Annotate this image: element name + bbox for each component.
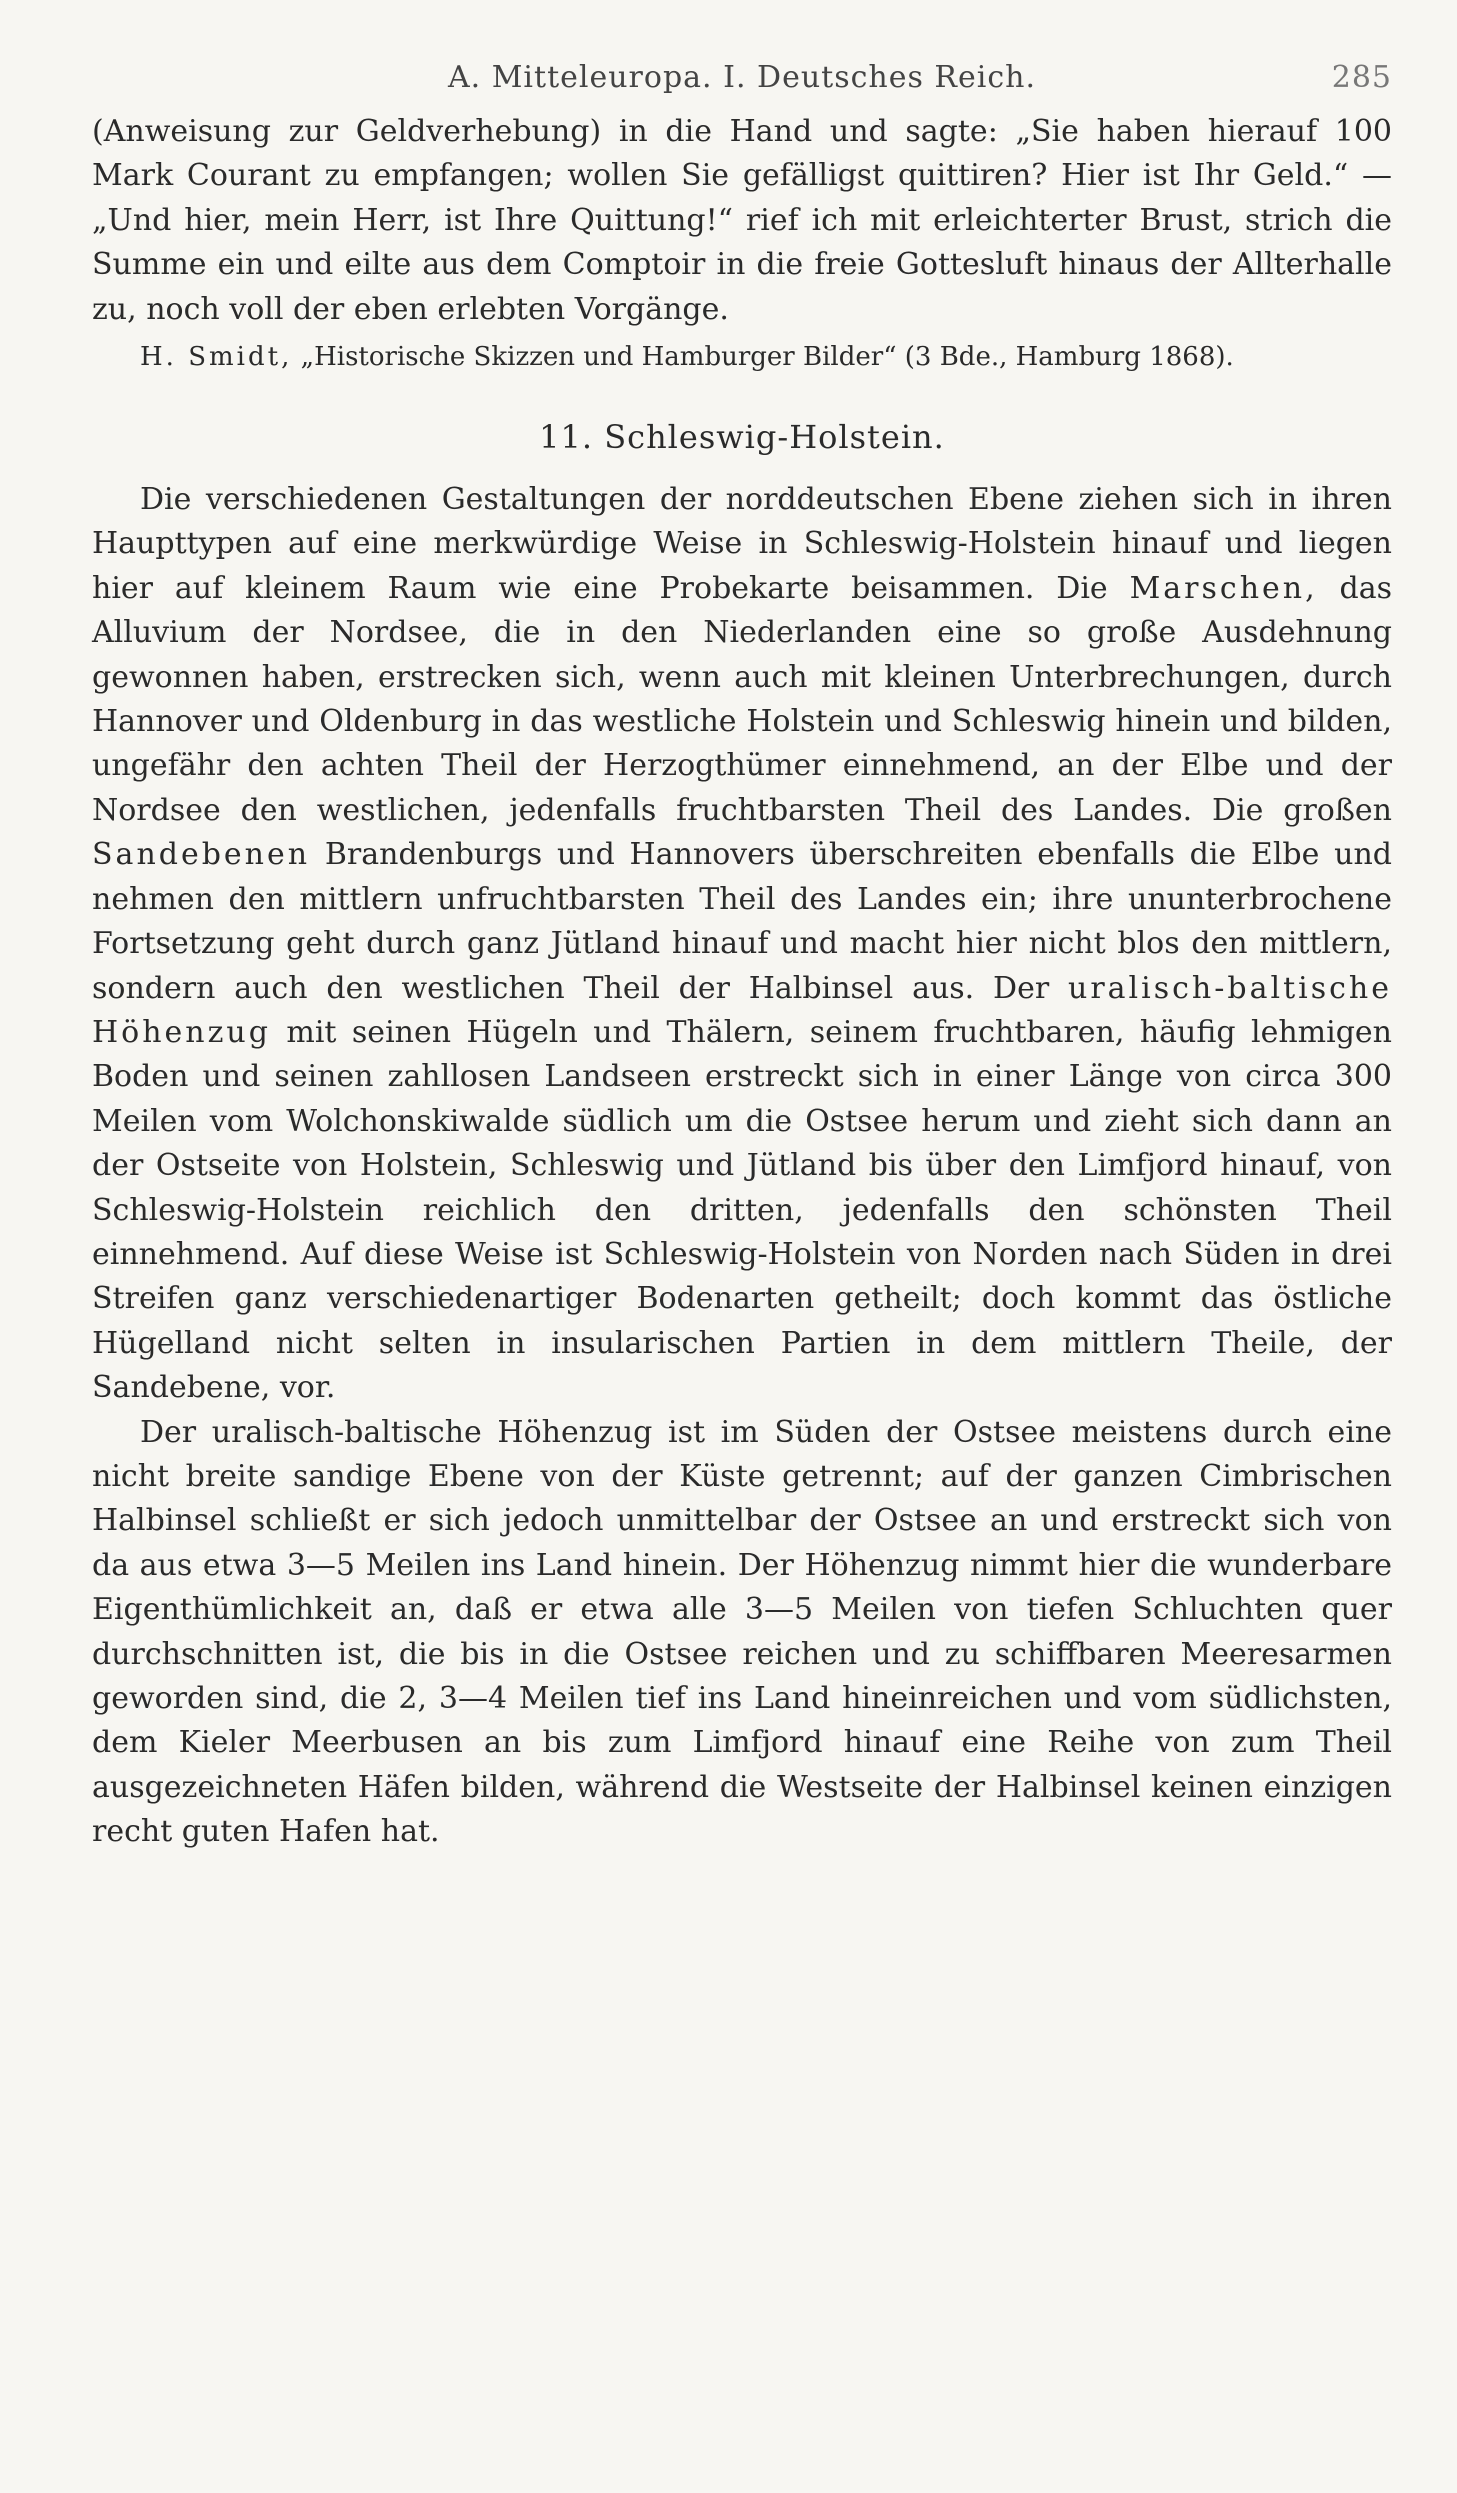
paragraph-text: das Alluvium der Nordsee, die in den Niederlanden eine so große Ausdehnung gewonnen haben, erstrecken sich, wenn auch mit kleinen Unterbrechungen, durch Hannover und Oldenburg in das westliche Holstein und Schleswig hinein und bilden, ungefähr den achten Theil der Herzogthümer einnehmend, an der Elbe und der Nordsee den westlichen, jedenfalls fruchtbarsten Theil des Landes. Die großen xyxy=(92,570,1392,828)
emphasis-marschen: Marschen, xyxy=(1129,570,1318,606)
source-citation xyxy=(92,338,1392,376)
intro-paragraph: (Anweisung zur Geldverhebung) in die Hand und sagte: „Sie haben hierauf 100 Mark Courant zu empfangen; wollen Sie gefälligst quittiren? Hier ist Ihr Geld.“ — „Und hier, mein Herr, ist Ihre Quittung!“ rief ich mit erleichterter Brust, strich die Summe ein und eilte aus dem Comptoir in die freie Gottesluft hinaus der Allterhalle zu, noch voll der eben erlebten Vorgänge. xyxy=(92,114,1392,327)
source-title: „Historische Skizzen und Hamburger Bilder“ (3 Bde., Hamburg 1868). xyxy=(300,342,1234,373)
source-author: H. Smidt, xyxy=(140,342,293,373)
emphasis-hoehenzug: uralisch-baltische Höhenzug xyxy=(92,970,1392,1050)
section-heading: 11. Schleswig-Holstein. xyxy=(539,418,945,457)
paragraph-hoehenzug: Der uralisch-baltische Höhenzug ist im Süden der Ostsee meistens durch eine nicht breite sandige Ebene von der Küste getrennt; auf der ganzen Cimbrischen Halbinsel schließt er sich jedoch unmittelbar der Ostsee an und erstreckt sich von da aus etwa 3—5 Meilen ins Land hinein. Der Höhenzug nimmt hier die wunderbare Eigenthümlichkeit an, daß er etwa alle 3—5 Meilen von tiefen Schluchten quer durchschnitten ist, die bis in die Ostsee reichen und zu schiffbaren Meeresarmen geworden sind, die 2, 3—4 Meilen tief ins Land hineinreichen und vom südlichsten, dem Kieler Meerbusen an bis zum Limfjord hinauf eine Reihe von zum Theil ausgezeichneten Häfen bilden, während die Westseite der Halbinsel keinen einzigen recht guten Hafen hat. xyxy=(92,1414,1392,1850)
paragraph-text: Brandenburgs und Hannovers überschreiten ebenfalls die Elbe und nehmen den mittlern unfruchtbarsten Theil des Landes ein; ihre ununterbrochene Fortsetzung geht durch ganz Jütland hinauf und macht hier nicht blos den mittlern, sondern auch den westlichen Theil der Halbinsel aus. Der xyxy=(92,837,1392,1006)
paragraph-landscape xyxy=(92,478,1392,1411)
emphasis-sandebenen: Sandebenen xyxy=(92,837,311,873)
paragraph-text: mit seinen Hügeln und Thälern, seinem fruchtbaren, häufig lehmigen Boden und seinen zahllosen Landseen erstreckt sich in einer Länge von circa 300 Meilen vom Wolchonskiwalde südlich um die Ostsee herum und zieht sich dann an der Ostseite von Holstein, Schleswig und Jütland bis über den Limfjord hinauf, von Schleswig-Holstein reichlich den dritten, jedenfalls den schönsten Theil einnehmend. Auf diese Weise ist Schleswig-Holstein von Norden nach Süden in drei Streifen ganz verschiedenartiger Bodenarten getheilt; doch kommt das östliche Hügelland nicht selten in insularischen Partien in dem mittlern Theile, der Sandebene, vor. xyxy=(92,1014,1392,1406)
book-page xyxy=(92,60,1392,1855)
paragraph-text: Die verschiedenen Gestaltungen der norddeutschen Ebene ziehen sich in ihren Haupttypen auf eine merkwürdige Weise in Schleswig-Holstein hinauf und liegen hier auf kleinem Raum wie eine Probekarte beisammen. Die xyxy=(92,482,1392,606)
running-head xyxy=(92,60,1392,110)
running-head-title: A. Mitteleuropa. I. Deutsches Reich. xyxy=(447,60,1037,95)
page-number: 285 xyxy=(1331,60,1392,95)
